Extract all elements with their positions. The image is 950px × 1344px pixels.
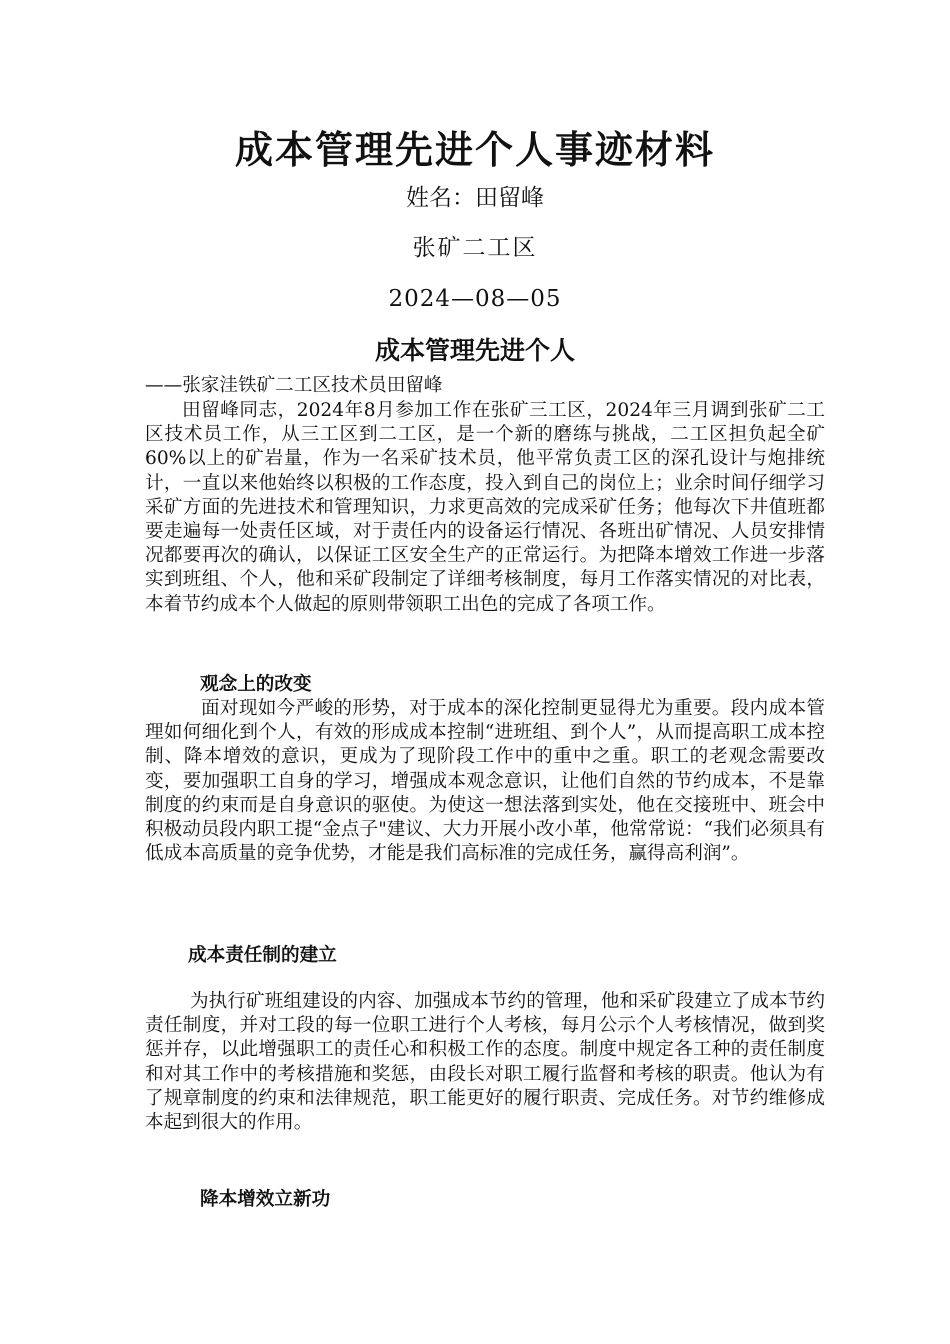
concept-change-paragraph: 面对现如今严峻的形势，对于成本的深化控制更显得尤为重要。段内成本管理如何细化到个人，有效的形成成本控制“进班组、到个人”，从而提高职工成本控制、降本增效的意识，更成为了现阶段工作中的重中之重。职工的老观念需要改变，要加强职工自身的学习，增强成本观念意识，让他们自然的节约成本，不是靠制度的约束而是自身意识的驱使。为使这一想法落到实处，他在交接班中、班会中积极动员段内职工提“金点子"建议、大力开展小改小革，他常常说：“我们必须具有低成本高质量的竞争优势，才能是我们高标准的完成任务，赢得高利润”。 xyxy=(145,698,825,865)
document-title: 成本管理先进个人事迹材料 xyxy=(234,128,715,172)
responsibility-system-paragraph: 为执行矿班组建设的内容、加强成本节约的管理，他和采矿段建立了成本节约责任制度，并对工段的每一位职工进行个人考核，每月公示个人考核情况，做到奖惩并存，以此增强职工的责任心和积极工作的态度。制度中规定各工种的责任制度和对其工作中的考核措施和奖惩，由段长对职工履行监督和考核的职责。他认为有了规章制度的约束和法律规范，职工能更好的履行职责、完成任务。对节约维修成本起到很大的作用。 xyxy=(145,991,825,1134)
author-name: 姓名：田留峰 xyxy=(406,185,544,211)
section-title: 成本管理先进个人 xyxy=(374,336,575,365)
heading-concept-change: 观念上的改变 xyxy=(200,674,312,695)
author-unit: 张矿二工区 xyxy=(412,235,538,261)
heading-cost-reduction: 降本增效立新功 xyxy=(200,1189,331,1210)
byline: ——张家洼铁矿二工区技术员田留峰 xyxy=(145,375,443,396)
intro-paragraph: 田留峰同志，2024年8月参加工作在张矿三工区，2024年三月调到张矿二工区技术员工作，从三工区到二工区，是一个新的磨练与挑战，二工区担负起全矿60%以上的矿岩量，作为一名采矿技术员，他平常负责工区的深孔设计与炮排统计，一直以来他始终以积极的工作态度，投入到自己的岗位上；业余时间仔细学习采矿方面的先进技术和管理知识，力求更高效的完成采矿任务；他每次下井值班都要走遍每一处责任区域，对于责任内的设备运行情况、各班出矿情况、人员安排情况都要再次的确认，以保证工区安全生产的正常运行。为把降本增效工作进一步落实到班组、个人，他和采矿段制定了详细考核制度，每月工作落实情况的对比表，本着节约成本个人做起的原则带领职工出色的完成了各项工作。 xyxy=(145,400,825,615)
document-date: 2024—08—05 xyxy=(388,286,562,312)
heading-responsibility-system: 成本责任制的建立 xyxy=(188,945,337,966)
